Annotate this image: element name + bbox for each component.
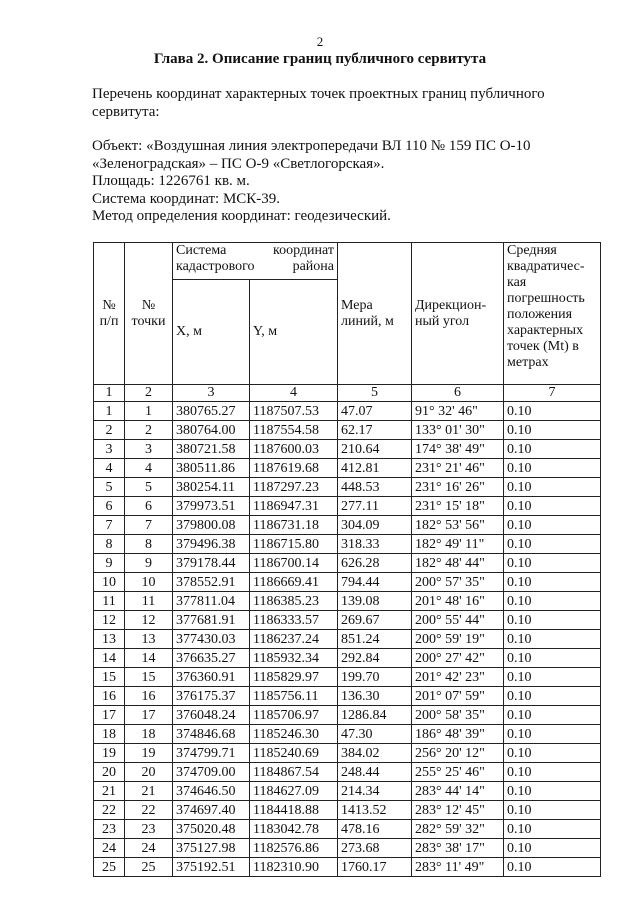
row-y: 1182576.86 (250, 839, 338, 858)
row-num-pp: 1 (94, 402, 125, 421)
row-num-pp: 15 (94, 668, 125, 687)
row-x: 374709.00 (173, 763, 250, 782)
row-point-num: 17 (125, 706, 173, 725)
row-length: 292.84 (338, 649, 412, 668)
row-x: 379496.38 (173, 535, 250, 554)
row-y: 1187600.03 (250, 440, 338, 459)
row-num-pp: 19 (94, 744, 125, 763)
column-number: 2 (125, 385, 173, 402)
row-error: 0.10 (504, 478, 601, 497)
row-angle: 256° 20' 12" (412, 744, 504, 763)
row-length: 62.17 (338, 421, 412, 440)
row-y: 1187507.53 (250, 402, 338, 421)
column-number: 3 (173, 385, 250, 402)
row-angle: 201° 48' 16" (412, 592, 504, 611)
row-point-num: 14 (125, 649, 173, 668)
row-num-pp: 25 (94, 858, 125, 877)
row-error: 0.10 (504, 535, 601, 554)
table-row (94, 497, 601, 516)
row-point-num: 22 (125, 801, 173, 820)
row-num-pp: 8 (94, 535, 125, 554)
header-num-point: № точки (125, 243, 173, 385)
row-error: 0.10 (504, 744, 601, 763)
row-error: 0.10 (504, 725, 601, 744)
table-row (94, 763, 601, 782)
row-length: 136.30 (338, 687, 412, 706)
table-row (94, 801, 601, 820)
row-point-num: 13 (125, 630, 173, 649)
row-num-pp: 6 (94, 497, 125, 516)
table-row (94, 611, 601, 630)
row-y: 1186947.31 (250, 497, 338, 516)
row-point-num: 4 (125, 459, 173, 478)
row-error: 0.10 (504, 782, 601, 801)
column-number: 4 (250, 385, 338, 402)
row-x: 380764.00 (173, 421, 250, 440)
row-error: 0.10 (504, 497, 601, 516)
row-x: 380511.86 (173, 459, 250, 478)
row-error: 0.10 (504, 459, 601, 478)
table-body (94, 402, 601, 877)
row-y: 1185756.11 (250, 687, 338, 706)
row-error: 0.10 (504, 421, 601, 440)
table-row (94, 668, 601, 687)
row-x: 374846.68 (173, 725, 250, 744)
row-x: 380765.27 (173, 402, 250, 421)
row-num-pp: 7 (94, 516, 125, 535)
row-num-pp: 21 (94, 782, 125, 801)
row-error: 0.10 (504, 801, 601, 820)
column-number: 6 (412, 385, 504, 402)
row-y: 1183042.78 (250, 820, 338, 839)
row-angle: 200° 57' 35" (412, 573, 504, 592)
row-error: 0.10 (504, 763, 601, 782)
table-row (94, 516, 601, 535)
table-row (94, 744, 601, 763)
row-x: 379973.51 (173, 497, 250, 516)
row-point-num: 12 (125, 611, 173, 630)
row-x: 377430.03 (173, 630, 250, 649)
row-x: 380721.58 (173, 440, 250, 459)
row-x: 380254.11 (173, 478, 250, 497)
intro-paragraph: Перечень координат характерных точек проектных границ публичного сервитута: (92, 86, 545, 120)
row-point-num: 24 (125, 839, 173, 858)
row-y: 1186700.14 (250, 554, 338, 573)
row-num-pp: 14 (94, 649, 125, 668)
chapter-heading: Глава 2. Описание границ публичного сервитута (153, 51, 487, 67)
row-point-num: 5 (125, 478, 173, 497)
row-angle: 200° 58' 35" (412, 706, 504, 725)
row-length: 1286.84 (338, 706, 412, 725)
row-angle: 231° 15' 18" (412, 497, 504, 516)
row-error: 0.10 (504, 839, 601, 858)
table-row (94, 573, 601, 592)
row-error: 0.10 (504, 573, 601, 592)
row-point-num: 21 (125, 782, 173, 801)
row-point-num: 20 (125, 763, 173, 782)
row-length: 794.44 (338, 573, 412, 592)
row-error: 0.10 (504, 820, 601, 839)
row-y: 1184418.88 (250, 801, 338, 820)
row-x: 374697.40 (173, 801, 250, 820)
row-error: 0.10 (504, 687, 601, 706)
row-error: 0.10 (504, 706, 601, 725)
row-y: 1185706.97 (250, 706, 338, 725)
row-angle: 283° 38' 17" (412, 839, 504, 858)
row-num-pp: 24 (94, 839, 125, 858)
row-point-num: 2 (125, 421, 173, 440)
row-y: 1185246.30 (250, 725, 338, 744)
row-angle: 200° 27' 42" (412, 649, 504, 668)
header-num-pp: № п/п (94, 243, 125, 385)
row-error: 0.10 (504, 440, 601, 459)
row-angle: 200° 59' 19" (412, 630, 504, 649)
row-angle: 182° 49' 11" (412, 535, 504, 554)
row-angle: 201° 07' 59" (412, 687, 504, 706)
row-length: 47.30 (338, 725, 412, 744)
header-direction-angle: Дирекцион-ный угол (412, 243, 504, 385)
row-x: 375020.48 (173, 820, 250, 839)
row-x: 376635.27 (173, 649, 250, 668)
row-x: 374646.50 (173, 782, 250, 801)
method-line: Метод определения координат: геодезический. (92, 208, 391, 224)
row-angle: 182° 48' 44" (412, 554, 504, 573)
header-line-length: Мера линий, м (338, 243, 412, 385)
row-y: 1187554.58 (250, 421, 338, 440)
row-angle: 200° 55' 44" (412, 611, 504, 630)
row-y: 1182310.90 (250, 858, 338, 877)
header-x: X, м (173, 280, 250, 385)
row-x: 379800.08 (173, 516, 250, 535)
row-angle: 186° 48' 39" (412, 725, 504, 744)
row-x: 375192.51 (173, 858, 250, 877)
row-angle: 231° 21' 46" (412, 459, 504, 478)
table-row (94, 402, 601, 421)
row-x: 377811.04 (173, 592, 250, 611)
row-y: 1185829.97 (250, 668, 338, 687)
row-point-num: 7 (125, 516, 173, 535)
row-angle: 282° 59' 32" (412, 820, 504, 839)
row-y: 1186333.57 (250, 611, 338, 630)
row-point-num: 6 (125, 497, 173, 516)
table-row (94, 592, 601, 611)
column-number-row (94, 385, 601, 402)
row-x: 377681.91 (173, 611, 250, 630)
row-length: 626.28 (338, 554, 412, 573)
row-point-num: 19 (125, 744, 173, 763)
row-length: 412.81 (338, 459, 412, 478)
page-number: 2 (316, 34, 324, 49)
table-row (94, 535, 601, 554)
row-error: 0.10 (504, 858, 601, 877)
row-length: 304.09 (338, 516, 412, 535)
row-num-pp: 5 (94, 478, 125, 497)
row-point-num: 25 (125, 858, 173, 877)
object-line-1: Объект: «Воздушная линия электропередачи ВЛ 110 № 159 ПС О-10 (92, 138, 531, 154)
table-row (94, 782, 601, 801)
row-angle: 91° 32' 46" (412, 402, 504, 421)
row-num-pp: 9 (94, 554, 125, 573)
row-point-num: 8 (125, 535, 173, 554)
row-num-pp: 11 (94, 592, 125, 611)
row-num-pp: 16 (94, 687, 125, 706)
row-point-num: 11 (125, 592, 173, 611)
object-info (92, 138, 572, 226)
row-point-num: 9 (125, 554, 173, 573)
row-y: 1186731.18 (250, 516, 338, 535)
row-x: 376048.24 (173, 706, 250, 725)
row-error: 0.10 (504, 402, 601, 421)
row-length: 277.11 (338, 497, 412, 516)
table-row (94, 459, 601, 478)
row-error: 0.10 (504, 611, 601, 630)
row-error: 0.10 (504, 516, 601, 535)
row-num-pp: 23 (94, 820, 125, 839)
row-num-pp: 2 (94, 421, 125, 440)
row-angle: 283° 44' 14" (412, 782, 504, 801)
row-num-pp: 12 (94, 611, 125, 630)
row-angle: 255° 25' 46" (412, 763, 504, 782)
row-point-num: 10 (125, 573, 173, 592)
row-length: 318.33 (338, 535, 412, 554)
row-length: 248.44 (338, 763, 412, 782)
column-number: 7 (504, 385, 601, 402)
row-angle: 283° 12' 45" (412, 801, 504, 820)
area-line: Площадь: 1226761 кв. м. (92, 173, 250, 189)
row-x: 379178.44 (173, 554, 250, 573)
row-length: 448.53 (338, 478, 412, 497)
row-length: 478.16 (338, 820, 412, 839)
row-num-pp: 22 (94, 801, 125, 820)
row-length: 273.68 (338, 839, 412, 858)
row-y: 1186385.23 (250, 592, 338, 611)
row-num-pp: 3 (94, 440, 125, 459)
row-length: 214.34 (338, 782, 412, 801)
row-error: 0.10 (504, 554, 601, 573)
row-error: 0.10 (504, 649, 601, 668)
column-number: 1 (94, 385, 125, 402)
row-angle: 174° 38' 49" (412, 440, 504, 459)
row-x: 375127.98 (173, 839, 250, 858)
row-length: 210.64 (338, 440, 412, 459)
table-row (94, 706, 601, 725)
row-angle: 283° 11' 49" (412, 858, 504, 877)
header-coord-system: Система координат кадастрового района (173, 243, 338, 280)
row-num-pp: 10 (94, 573, 125, 592)
table-row (94, 440, 601, 459)
table-row (94, 858, 601, 877)
row-error: 0.10 (504, 592, 601, 611)
row-length: 199.70 (338, 668, 412, 687)
table-row (94, 839, 601, 858)
row-y: 1187297.23 (250, 478, 338, 497)
row-num-pp: 4 (94, 459, 125, 478)
row-num-pp: 17 (94, 706, 125, 725)
row-x: 376175.37 (173, 687, 250, 706)
row-angle: 182° 53' 56" (412, 516, 504, 535)
row-length: 269.67 (338, 611, 412, 630)
row-length: 384.02 (338, 744, 412, 763)
row-y: 1185240.69 (250, 744, 338, 763)
row-y: 1187619.68 (250, 459, 338, 478)
row-length: 139.08 (338, 592, 412, 611)
table-row (94, 554, 601, 573)
row-length: 1413.52 (338, 801, 412, 820)
table-row (94, 687, 601, 706)
row-num-pp: 18 (94, 725, 125, 744)
row-point-num: 18 (125, 725, 173, 744)
header-mean-error: Средняя квадратичес-кая погрешность положения характерных точек (Mt) в метрах (504, 243, 601, 385)
object-line-2: «Зеленоградская» – ПС О-9 «Светлогорская». (92, 155, 385, 172)
row-point-num: 1 (125, 402, 173, 421)
table-row (94, 630, 601, 649)
table-row (94, 820, 601, 839)
row-angle: 133° 01' 30" (412, 421, 504, 440)
row-length: 851.24 (338, 630, 412, 649)
row-x: 376360.91 (173, 668, 250, 687)
row-y: 1184627.09 (250, 782, 338, 801)
coord-system-line: Система координат: МСК-39. (92, 190, 281, 207)
row-point-num: 16 (125, 687, 173, 706)
row-y: 1185932.34 (250, 649, 338, 668)
row-point-num: 23 (125, 820, 173, 839)
header-y: Y, м (250, 280, 338, 385)
coordinates-table (93, 242, 601, 877)
row-length: 47.07 (338, 402, 412, 421)
row-num-pp: 20 (94, 763, 125, 782)
row-point-num: 15 (125, 668, 173, 687)
row-x: 378552.91 (173, 573, 250, 592)
row-error: 0.10 (504, 668, 601, 687)
row-angle: 231° 16' 26" (412, 478, 504, 497)
row-x: 374799.71 (173, 744, 250, 763)
row-y: 1186715.80 (250, 535, 338, 554)
row-y: 1186669.41 (250, 573, 338, 592)
table-row (94, 478, 601, 497)
row-length: 1760.17 (338, 858, 412, 877)
column-number: 5 (338, 385, 412, 402)
table-row (94, 421, 601, 440)
row-num-pp: 13 (94, 630, 125, 649)
row-error: 0.10 (504, 630, 601, 649)
row-angle: 201° 42' 23" (412, 668, 504, 687)
table-row (94, 725, 601, 744)
row-y: 1184867.54 (250, 763, 338, 782)
row-point-num: 3 (125, 440, 173, 459)
row-y: 1186237.24 (250, 630, 338, 649)
table-row (94, 649, 601, 668)
